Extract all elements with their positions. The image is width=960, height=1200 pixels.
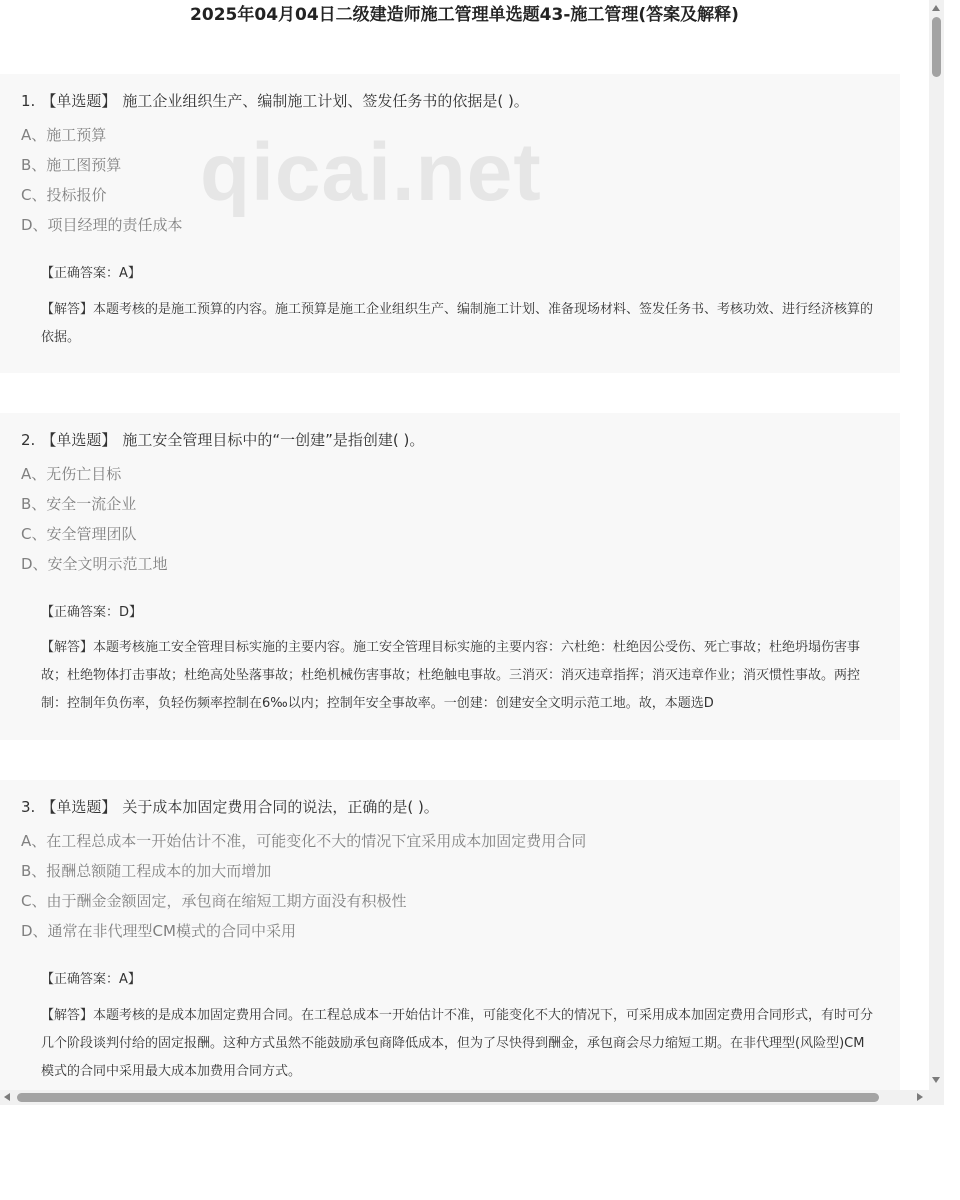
answer-explanation: 【解答】本题考核施工安全管理目标实施的主要内容。施工安全管理目标实施的主要内容：六杜绝：杜绝因公受伤、死亡事故；杜绝坍塌伤害事故；杜绝物体打击事故；杜绝高处坠落事故；杜绝机械伤害事故；杜绝触电事故。三消灭：消灭违章指挥；消灭违章作业；消灭惯性事故。两控制：控制年负伤率，负轻伤频率控制在6‰以内；控制年安全事故率。一创建：创建安全文明示范工地。故，本题选D	[41, 640, 861, 711]
horizontal-scroll-thumb[interactable]	[17, 1093, 879, 1102]
question-text: 施工企业组织生产、编制施工计划、签发任务书的依据是( )。	[122, 92, 529, 110]
answer-explanation: 【解答】本题考核的是成本加固定费用合同。在工程总成本一开始估计不准，可能变化不大的情况下，可采用成本加固定费用合同形式，有时可分几个阶段谈判付给的固定报酬。这种方式虽然不能鼓励承包商降低成本，但为了尽快得到酬金，承包商会尽力缩短工期。在非代理型(风险型)CM模式的合同中采用最大成本加费用合同方式。	[41, 1008, 874, 1079]
scroll-left-arrow-icon[interactable]	[4, 1093, 10, 1101]
question-number: 2.	[21, 431, 36, 449]
vertical-scrollbar[interactable]	[929, 0, 944, 1090]
option-a[interactable]: A、无伤亡目标	[21, 465, 122, 483]
option-a[interactable]: A、施工预算	[21, 126, 107, 144]
answer-explanation: 【解答】本题考核的是施工预算的内容。施工预算是施工企业组织生产、编制施工计划、准备现场材料、签发任务书、考核功效、进行经济核算的依据。	[41, 302, 874, 345]
option-d[interactable]: D、通常在非代理型CM模式的合同中采用	[21, 922, 296, 940]
option-d[interactable]: D、项目经理的责任成本	[21, 216, 183, 234]
vertical-scroll-thumb[interactable]	[932, 17, 941, 77]
question-stem	[21, 430, 424, 450]
question-card-2	[0, 413, 900, 740]
question-type-tag: 【单选题】	[41, 431, 117, 449]
page-title: 2025年04月04日二级建造师施工管理单选题43-施工管理(答案及解释)	[190, 5, 739, 25]
scroll-down-arrow-icon[interactable]	[932, 1077, 940, 1083]
option-a[interactable]: A、在工程总成本一开始估计不准，可能变化不大的情况下宜采用成本加固定费用合同	[21, 832, 587, 850]
question-number: 1.	[21, 92, 36, 110]
question-number: 3.	[21, 798, 36, 816]
question-card-1	[0, 74, 900, 373]
question-stem	[21, 91, 529, 111]
question-card-3	[0, 780, 900, 1090]
horizontal-scrollbar[interactable]	[0, 1090, 929, 1105]
question-text: 施工安全管理目标中的“一创建”是指创建( )。	[122, 431, 425, 449]
option-d[interactable]: D、安全文明示范工地	[21, 555, 168, 573]
option-b[interactable]: B、施工图预算	[21, 156, 122, 174]
option-b[interactable]: B、报酬总额随工程成本的加大而增加	[21, 862, 272, 880]
question-type-tag: 【单选题】	[41, 798, 117, 816]
correct-answer: 【正确答案：D】	[41, 605, 143, 620]
option-c[interactable]: C、投标报价	[21, 186, 107, 204]
option-c[interactable]: C、由于酬金金额固定，承包商在缩短工期方面没有积极性	[21, 892, 407, 910]
scroll-right-arrow-icon[interactable]	[917, 1093, 923, 1101]
correct-answer: 【正确答案：A】	[41, 972, 141, 987]
option-c[interactable]: C、安全管理团队	[21, 525, 137, 543]
question-type-tag: 【单选题】	[41, 92, 117, 110]
correct-answer: 【正确答案：A】	[41, 266, 141, 281]
question-text: 关于成本加固定费用合同的说法，正确的是( )。	[122, 798, 439, 816]
watermark: qicai.net	[200, 127, 542, 218]
option-b[interactable]: B、安全一流企业	[21, 495, 137, 513]
scrollbar-corner	[929, 1090, 944, 1105]
question-stem	[21, 797, 439, 817]
scroll-up-arrow-icon[interactable]	[932, 5, 940, 11]
